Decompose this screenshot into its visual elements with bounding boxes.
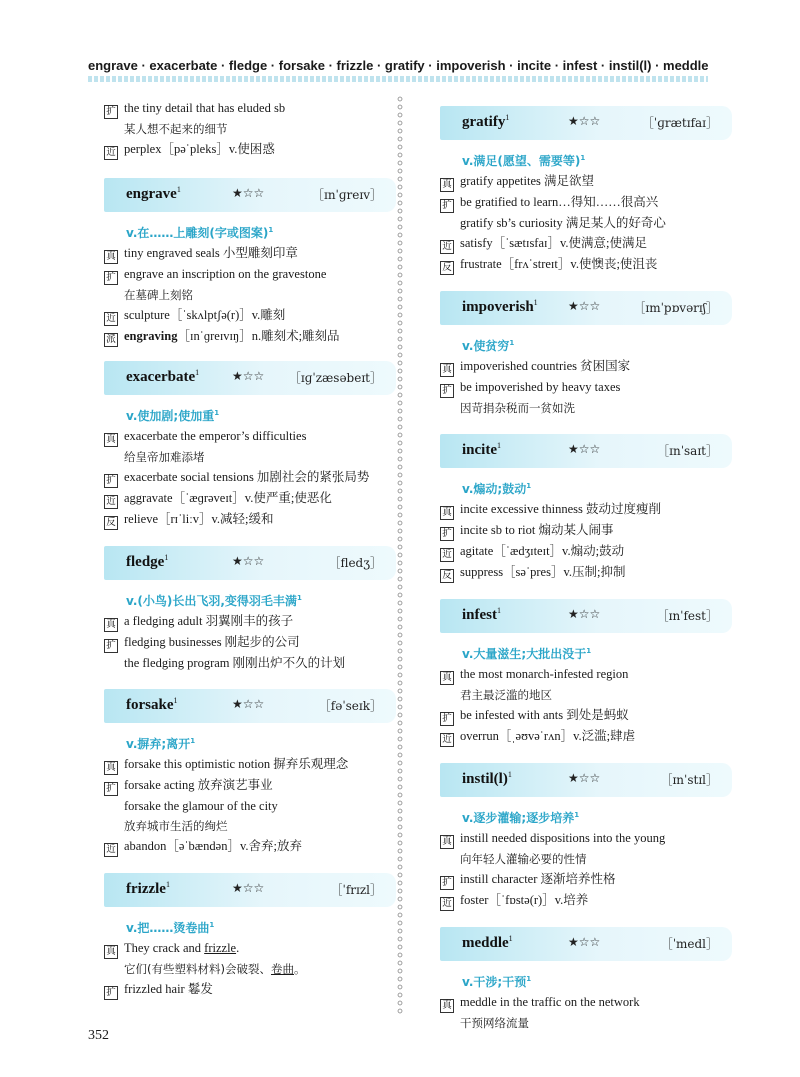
entry-line: 真 tiny engraved seals 小型雕刻印章	[104, 243, 396, 264]
phonetic: ［fəˈseɪk］	[318, 699, 382, 713]
phonetic: ［ɪɡˈzæsəbeɪt］	[288, 371, 382, 385]
entry-line: 近 aggravate［ˈæɡrəveɪt］v.使严重;使恶化	[104, 488, 396, 509]
headword: incite$^1$	[462, 441, 501, 458]
page-number: 352	[88, 1028, 109, 1043]
entry-line: the fledging program 刚刚出炉不久的计划	[124, 656, 346, 670]
entry-line: 扩 the tiny detail that has eluded sb	[104, 98, 396, 119]
sense: v.逐步灌输;逐步培养$^1$	[462, 811, 580, 825]
entry-line: 真 gratify appetites 满足欲望	[440, 171, 732, 192]
sense: v.在……上雕刻(字或图案)$^1$	[126, 226, 274, 240]
entry-line: 因苛捐杂税而一贫如洗	[460, 401, 575, 415]
headword-bar-forsake	[104, 689, 396, 723]
phonetic: ［ɪnˈsaɪt］	[657, 444, 718, 458]
sense: v.使贫穷$^1$	[462, 339, 515, 353]
entry-line: 真 They crack and frizzle.	[104, 938, 396, 959]
tag-ex: 真	[440, 999, 454, 1013]
running-header: engrave · exacerbate · fledge · forsake · frizzle · gratify · impoverish · incite · infest · instil(l) · meddle	[88, 58, 709, 73]
entry-line: 扩 exacerbate social tensions 加剧社会的紧张局势	[104, 467, 396, 488]
headword: frizzle$^1$	[126, 880, 170, 897]
sense: v.大量滋生;大批出没于$^1$	[462, 647, 592, 661]
tag-ext: 扩	[104, 986, 118, 1000]
entry-line: 真 impoverished countries 贫困国家	[440, 356, 732, 377]
header-rule	[88, 76, 708, 82]
tag-ex: 真	[440, 506, 454, 520]
tag-ex: 真	[440, 363, 454, 377]
headword-bar-gratify	[440, 106, 732, 140]
difficulty-stars: ★☆☆	[232, 881, 265, 895]
entry-line: 扩 be infested with ants 到处是蚂蚁	[440, 705, 732, 726]
tag-ex: 真	[440, 178, 454, 192]
tag-syn: 近	[440, 897, 454, 911]
entry-line: 向年轻人灌输必要的性情	[460, 852, 587, 866]
headword-bar-impoverish	[440, 291, 732, 325]
headword-bar-fledge	[104, 546, 396, 580]
entry-line: 反 suppress［səˈpres］v.压制;抑制	[440, 562, 732, 583]
entry-line: 扩 be impoverished by heavy taxes	[440, 377, 732, 398]
phonetic: ［ɪnˈɡreɪv］	[311, 188, 382, 202]
difficulty-stars: ★☆☆	[232, 186, 265, 200]
entry-line: 真 the most monarch-infested region	[440, 664, 732, 685]
entry-line: forsake the glamour of the city	[124, 799, 278, 813]
headword: forsake$^1$	[126, 696, 178, 713]
tag-ext: 扩	[104, 271, 118, 285]
entry-line: 近 sculpture［ˈskʌlptʃə(r)］v.雕刻	[104, 305, 396, 326]
sense: v.满足(愿望、需要等)$^1$	[462, 154, 586, 168]
headword-bar-instil	[440, 763, 732, 797]
entry-line: 给皇帝加难添堵	[124, 450, 205, 464]
tag-ex: 真	[440, 671, 454, 685]
entry-line: 真 forsake this optimistic notion 摒弃乐观理念	[104, 754, 396, 775]
headword-bar-frizzle	[104, 873, 396, 907]
tag-syn: 近	[104, 146, 118, 160]
entry-line: 真 a fledging adult 羽翼刚丰的孩子	[104, 611, 396, 632]
tag-ant: 反	[440, 569, 454, 583]
sense: v.把……烫卷曲$^1$	[126, 921, 215, 935]
difficulty-stars: ★☆☆	[232, 554, 265, 568]
phonetic: ［ˈɡrætɪfaɪ］	[641, 116, 718, 130]
entry-line: 反 frustrate［frʌˈstreɪt］v.使懊丧;使沮丧	[440, 254, 732, 275]
headword-bar-infest	[440, 599, 732, 633]
entry-line: 扩 forsake acting 放弃演艺事业	[104, 775, 396, 796]
entry-line: 君主最泛滥的地区	[460, 688, 552, 702]
left-column	[104, 98, 396, 1000]
entry-line: 扩 instill character 逐渐培养性格	[440, 869, 732, 890]
tag-syn: 近	[104, 843, 118, 857]
headword: exacerbate$^1$	[126, 368, 200, 385]
tag-syn: 近	[440, 240, 454, 254]
difficulty-stars: ★☆☆	[568, 299, 601, 313]
tag-syn: 近	[440, 548, 454, 562]
column-divider	[397, 96, 403, 1016]
headword: impoverish$^1$	[462, 298, 538, 315]
tag-ant: 反	[104, 516, 118, 530]
tag-ext: 扩	[440, 199, 454, 213]
sense: v.摒弃;离开$^1$	[126, 737, 196, 751]
tag-ext: 扩	[104, 782, 118, 796]
tag-ext: 扩	[104, 639, 118, 653]
entry-line: gratify sb’s curiosity 满足某人的好奇心	[460, 216, 666, 230]
phonetic: ［ˈfrɪzl］	[330, 883, 382, 897]
entry-line: 扩 incite sb to riot 煽动某人闹事	[440, 520, 732, 541]
headword: meddle$^1$	[462, 934, 513, 951]
tag-syn: 近	[104, 312, 118, 326]
sense: v.干涉;干预$^1$	[462, 975, 532, 989]
entry-line: 近 foster［ˈfɒstə(r)］v.培养	[440, 890, 732, 911]
tag-ext: 扩	[440, 527, 454, 541]
entry-line: 放弃城市生活的绚烂	[124, 819, 228, 833]
tag-syn: 近	[104, 495, 118, 509]
tag-ex: 真	[104, 433, 118, 447]
difficulty-stars: ★☆☆	[568, 935, 601, 949]
entry-line: 扩 engrave an inscription on the gravestone	[104, 264, 396, 285]
phonetic: ［fledʒ］	[328, 556, 382, 570]
tag-ex: 真	[104, 250, 118, 264]
headword-bar-engrave	[104, 178, 396, 212]
entry-line: 干预网络流量	[460, 1016, 529, 1030]
entry-line: 真 incite excessive thinness 鼓动过度瘦削	[440, 499, 732, 520]
headword: gratify$^1$	[462, 113, 510, 130]
entry-line: 真 meddle in the traffic on the network	[440, 992, 732, 1013]
difficulty-stars: ★☆☆	[232, 697, 265, 711]
entry-line: 扩 fledging businesses 刚起步的公司	[104, 632, 396, 653]
tag-ext: 扩	[440, 384, 454, 398]
tag-ext: 扩	[104, 474, 118, 488]
entry-line: 真 instill needed dispositions into the young	[440, 828, 732, 849]
difficulty-stars: ★☆☆	[568, 607, 601, 621]
entry-line: 某人想不起来的细节	[124, 122, 228, 136]
tag-syn: 近	[440, 733, 454, 747]
difficulty-stars: ★☆☆	[568, 771, 601, 785]
entry-line: 在墓碑上刻铭	[124, 288, 193, 302]
entry-line: 近 abandon［əˈbændən］v.舍弃;放弃	[104, 836, 396, 857]
entry-line: 近 satisfy［ˈsætɪsfaɪ］v.使满意;使满足	[440, 233, 732, 254]
headword-bar-exacerbate	[104, 361, 396, 395]
sense: v.使加剧;使加重$^1$	[126, 409, 220, 423]
difficulty-stars: ★☆☆	[232, 369, 265, 383]
tag-ext: 扩	[440, 876, 454, 890]
phonetic: ［ɪmˈpɒvərɪʃ］	[633, 301, 718, 315]
tag-ex: 真	[440, 835, 454, 849]
headword: fledge$^1$	[126, 553, 169, 570]
entry-line: 近 perplex［pəˈpleks］v.使困惑	[104, 139, 396, 160]
tag-ex: 真	[104, 761, 118, 775]
tag-ex: 真	[104, 945, 118, 959]
headword: engrave$^1$	[126, 185, 181, 202]
entry-line: 真 exacerbate the emperor’s difficulties	[104, 426, 396, 447]
entry-line: 扩 be gratified to learn…得知……很高兴	[440, 192, 732, 213]
difficulty-stars: ★☆☆	[568, 114, 601, 128]
phonetic: ［ɪnˈfest］	[656, 609, 718, 623]
tag-ant: 反	[440, 261, 454, 275]
entry-line: 近 overrun［ˌəʊvəˈrʌn］v.泛滥;肆虐	[440, 726, 732, 747]
sense: v.煽动;鼓动$^1$	[462, 482, 532, 496]
headword-bar-incite	[440, 434, 732, 468]
entry-line: 近 agitate［ˈædʒɪteɪt］v.煽动;鼓动	[440, 541, 732, 562]
entry-line: 反 relieve［rɪˈliːv］v.减轻;缓和	[104, 509, 396, 530]
right-column	[440, 98, 732, 1033]
tag-ext: 扩	[104, 105, 118, 119]
difficulty-stars: ★☆☆	[568, 442, 601, 456]
phonetic: ［ˈmedl］	[660, 937, 718, 951]
tag-ext: 扩	[440, 712, 454, 726]
headword: infest$^1$	[462, 606, 501, 623]
tag-ex: 真	[104, 618, 118, 632]
phonetic: ［ɪnˈstɪl］	[660, 773, 718, 787]
sense: v.(小鸟)长出飞羽,变得羽毛丰满$^1$	[126, 594, 302, 608]
entry-line: 扩 frizzled hair 鬈发	[104, 979, 396, 1000]
entry-line: 派 engraving［ɪnˈɡreɪvɪŋ］n.雕刻术;雕刻品	[104, 326, 396, 347]
entry-line: 它们(有些塑料材料)会破裂、卷曲。	[124, 962, 306, 976]
headword-bar-meddle	[440, 927, 732, 961]
tag-der: 派	[104, 333, 118, 347]
headword: $instil(l)^1$	[462, 770, 512, 787]
